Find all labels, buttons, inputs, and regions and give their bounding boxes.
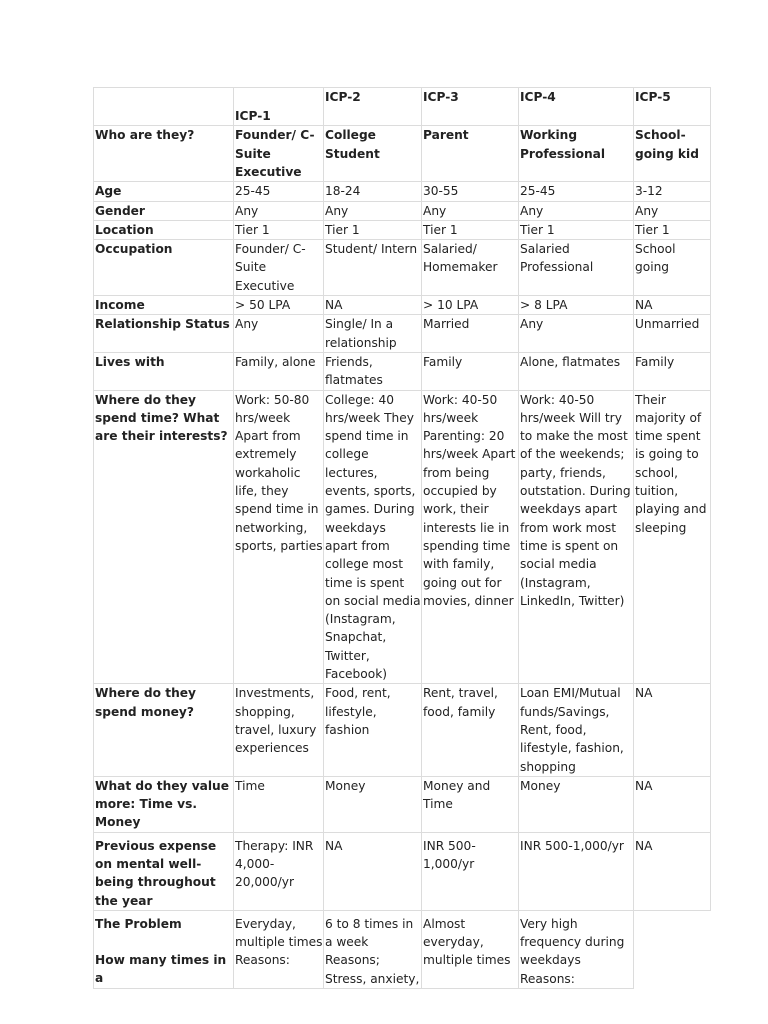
cell-income-icp-1: > 50 LPA xyxy=(234,296,324,315)
cell-where-money-icp-5: NA xyxy=(634,684,711,776)
table-row-occupation xyxy=(94,240,711,296)
header-icp-3: ICP-3 xyxy=(422,88,519,126)
cell-who-icp-4: Working Professional xyxy=(519,126,634,182)
cell-lives-with-icp-4: Alone, flatmates xyxy=(519,352,634,390)
cell-value-icp-3: Money and Time xyxy=(422,776,519,832)
cell-prev-expense-icp-2: NA xyxy=(324,832,422,910)
cell-gender-icp-1: Any xyxy=(234,201,324,220)
cell-location-icp-3: Tier 1 xyxy=(422,220,519,239)
row-label-age: Age xyxy=(94,182,234,201)
cell-relationship-icp-2: Single/ In a relationship xyxy=(324,315,422,353)
cell-age-icp-2: 18-24 xyxy=(324,182,422,201)
cell-relationship-icp-3: Married xyxy=(422,315,519,353)
cell-problem-icp-5 xyxy=(634,910,711,988)
cell-location-icp-5: Tier 1 xyxy=(634,220,711,239)
cell-value-icp-1: Time xyxy=(234,776,324,832)
cell-lives-with-icp-2: Friends, flatmates xyxy=(324,352,422,390)
row-label-who: Who are they? xyxy=(94,126,234,182)
cell-gender-icp-5: Any xyxy=(634,201,711,220)
cell-problem-icp-3: Almost everyday, multiple times xyxy=(422,910,519,988)
cell-who-icp-2: College Student xyxy=(324,126,422,182)
row-label-lives-with: Lives with xyxy=(94,352,234,390)
cell-who-icp-5: School-going kid xyxy=(634,126,711,182)
cell-value-icp-5: NA xyxy=(634,776,711,832)
problem-sublabel: How many times in a xyxy=(95,953,227,986)
cell-income-icp-5: NA xyxy=(634,296,711,315)
table-row-relationship xyxy=(94,315,711,353)
cell-where-money-icp-4: Loan EMI/Mutual funds/Savings, Rent, food, lifestyle, fashion, shopping xyxy=(519,684,634,776)
row-label-where-money: Where do they spend money? xyxy=(94,684,234,776)
cell-location-icp-4: Tier 1 xyxy=(519,220,634,239)
header-icp-5: ICP-5 xyxy=(634,88,711,126)
cell-occupation-icp-5: School going xyxy=(634,240,711,296)
header-icp-1: ICP-1 xyxy=(234,88,324,126)
cell-gender-icp-4: Any xyxy=(519,201,634,220)
cell-who-icp-3: Parent xyxy=(422,126,519,182)
cell-prev-expense-icp-3: INR 500-1,000/yr xyxy=(422,832,519,910)
header-icp-2: ICP-2 xyxy=(324,88,422,126)
cell-prev-expense-icp-5: NA xyxy=(634,832,711,910)
cell-where-time-icp-2: College: 40 hrs/week They spend time in college lectures, events, sports, games. During weekdays apart from college most time is spent on social media (Instagram, Snapchat, Twitter, Facebook) xyxy=(324,390,422,684)
cell-value-icp-2: Money xyxy=(324,776,422,832)
cell-occupation-icp-2: Student/ Intern xyxy=(324,240,422,296)
table-row-where-money xyxy=(94,684,711,776)
cell-age-icp-4: 25-45 xyxy=(519,182,634,201)
row-label-prev-expense: Previous expense on mental well-being throughout the year xyxy=(94,832,234,910)
row-label-problem xyxy=(94,910,234,988)
icp-table xyxy=(93,87,711,989)
table-row-prev-expense xyxy=(94,832,711,910)
cell-relationship-icp-4: Any xyxy=(519,315,634,353)
table-row-location xyxy=(94,220,711,239)
row-label-location: Location xyxy=(94,220,234,239)
table-row-problem xyxy=(94,910,711,988)
cell-where-time-icp-3: Work: 40-50 hrs/week Parenting: 20 hrs/week Apart from being occupied by work, their interests lie in spending time with family, going out for movies, dinner xyxy=(422,390,519,684)
table-row-age xyxy=(94,182,711,201)
cell-lives-with-icp-5: Family xyxy=(634,352,711,390)
cell-where-time-icp-4: Work: 40-50 hrs/week Will try to make the most of the weekends; party, friends, outstation. During weekdays apart from work most time is spent on social media (Instagram, LinkedIn, Twitter) xyxy=(519,390,634,684)
cell-occupation-icp-3: Salaried/ Homemaker xyxy=(422,240,519,296)
cell-lives-with-icp-3: Family xyxy=(422,352,519,390)
cell-prev-expense-icp-4: INR 500-1,000/yr xyxy=(519,832,634,910)
row-label-income: Income xyxy=(94,296,234,315)
cell-gender-icp-3: Any xyxy=(422,201,519,220)
cell-age-icp-5: 3-12 xyxy=(634,182,711,201)
cell-income-icp-4: > 8 LPA xyxy=(519,296,634,315)
cell-age-icp-3: 30-55 xyxy=(422,182,519,201)
cell-occupation-icp-1: Founder/ C-Suite Executive xyxy=(234,240,324,296)
header-cell-empty xyxy=(94,88,234,126)
cell-occupation-icp-4: Salaried Professional xyxy=(519,240,634,296)
cell-income-icp-3: > 10 LPA xyxy=(422,296,519,315)
cell-who-icp-1: Founder/ C-Suite Executive xyxy=(234,126,324,182)
row-label-value: What do they value more: Time vs. Money xyxy=(94,776,234,832)
row-label-relationship: Relationship Status xyxy=(94,315,234,353)
table-row-value xyxy=(94,776,711,832)
cell-lives-with-icp-1: Family, alone xyxy=(234,352,324,390)
cell-problem-icp-1: Everyday, multiple times Reasons: xyxy=(234,910,324,988)
cell-location-icp-2: Tier 1 xyxy=(324,220,422,239)
problem-label: The Problem xyxy=(95,916,182,931)
cell-income-icp-2: NA xyxy=(324,296,422,315)
cell-where-time-icp-5: Their majority of time spent is going to school, tuition, playing and sleeping xyxy=(634,390,711,684)
cell-location-icp-1: Tier 1 xyxy=(234,220,324,239)
cell-problem-icp-2: 6 to 8 times in a week Reasons; Stress, anxiety, xyxy=(324,910,422,988)
table-row-who xyxy=(94,126,711,182)
cell-prev-expense-icp-1: Therapy: INR 4,000-20,000/yr xyxy=(234,832,324,910)
row-label-where-time: Where do they spend time? What are their interests? xyxy=(94,390,234,684)
header-row xyxy=(94,88,711,126)
cell-gender-icp-2: Any xyxy=(324,201,422,220)
cell-where-time-icp-1: Work: 50-80 hrs/week Apart from extremely workaholic life, they spend time in networking, sports, parties xyxy=(234,390,324,684)
cell-relationship-icp-1: Any xyxy=(234,315,324,353)
table-row-income xyxy=(94,296,711,315)
table-row-lives-with xyxy=(94,352,711,390)
header-icp-4: ICP-4 xyxy=(519,88,634,126)
cell-problem-icp-4: Very high frequency during weekdays Reasons: xyxy=(519,910,634,988)
cell-where-money-icp-2: Food, rent, lifestyle, fashion xyxy=(324,684,422,776)
table-row-where-time xyxy=(94,390,711,684)
cell-relationship-icp-5: Unmarried xyxy=(634,315,711,353)
cell-where-money-icp-3: Rent, travel, food, family xyxy=(422,684,519,776)
cell-value-icp-4: Money xyxy=(519,776,634,832)
row-label-occupation: Occupation xyxy=(94,240,234,296)
cell-age-icp-1: 25-45 xyxy=(234,182,324,201)
cell-where-money-icp-1: Investments, shopping, travel, luxury experiences xyxy=(234,684,324,776)
table-row-gender xyxy=(94,201,711,220)
label-gap xyxy=(95,933,233,951)
row-label-gender: Gender xyxy=(94,201,234,220)
